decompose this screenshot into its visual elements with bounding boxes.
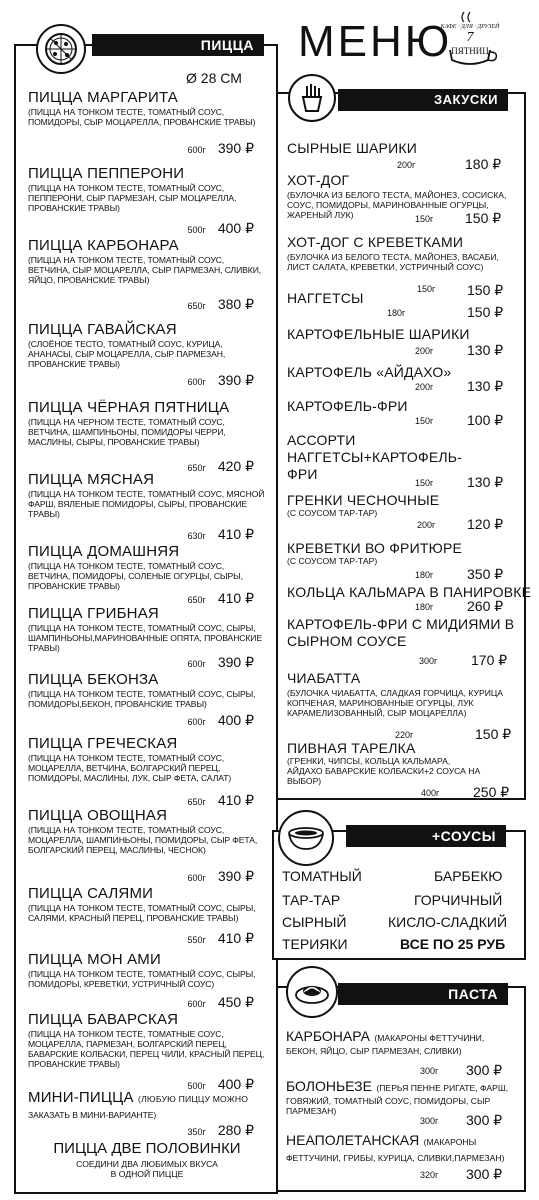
snack-desc: (БУЛОЧКА ИЗ БЕЛОГО ТЕСТА, МАЙОНЕЗ, СОСИСКА, СОУС, ПОМИДОРЫ, МАРИНОВАННЫЕ ОГУРЦЫ, ЖАРЕНЫЙ ЛУК) <box>287 190 507 220</box>
pizza-name: ПИЦЦА МАРГАРИТА <box>28 89 179 106</box>
snack-name: ЧИАБАТТА <box>287 670 361 686</box>
pizza-item-hawaiian <box>28 322 266 392</box>
snack-weight: 180г <box>415 602 434 612</box>
snack-item-beer-plate <box>287 740 515 798</box>
pizza-weight: 550г <box>187 935 206 945</box>
pasta-item-neapolitan <box>286 1132 520 1188</box>
pizza-price-row <box>188 372 254 389</box>
pizza-price-row <box>188 712 254 729</box>
pizza-desc: (ПИЦЦА НА ТОНКОМ ТЕСТЕ, ТОМАТНЫЙ СОУС, ВЕТЧИНА, ПОМИДОРЫ, СОЛЕНЫЕ ОГУРЦЫ, СЫРЫ, ПРОВАНСКИЕ ТРАВЫ) <box>28 561 243 591</box>
logo-line-1: КАФЕ · ДЛЯ · ДРУЗЕЙ <box>440 24 500 30</box>
sauce-cheese: СЫРНЫЙ <box>282 914 347 930</box>
snack-item-fries <box>287 398 515 432</box>
pasta-weight: 320г <box>420 1170 439 1180</box>
pizza-weight: 650г <box>187 301 206 311</box>
pizza-weight: 500г <box>187 1081 206 1091</box>
pizza-weight: 600г <box>187 999 206 1009</box>
pizza-item-salami <box>28 886 266 946</box>
pizza-name-note: (ЛЮБУЮ ПИЦЦУ МОЖНО <box>138 1094 249 1104</box>
pasta-item-bolognese <box>286 1078 516 1130</box>
snack-price: 130 ₽ <box>467 342 504 358</box>
pasta-desc-inline: (ПЕРЬЯ ПЕННЕ РИГАТЕ, ФАРШ, <box>376 1083 509 1093</box>
sauce-sweet-sour: КИСЛО-СЛАДКИЙ <box>388 914 507 930</box>
pizza-name: ПИЦЦА БЕКОНЗА <box>28 671 159 688</box>
pasta-item-carbonara <box>286 1028 516 1080</box>
snack-name: ГРЕНКИ ЧЕСНОЧНЫЕ <box>287 492 440 508</box>
snack-name: СЫРНЫЕ ШАРИКИ <box>287 140 417 156</box>
pizza-desc: (ПИЦЦА НА ТОНКОМ ТЕСТЕ, ТОМАТНЫЕ СОУС, МОЦАРЕЛЛА, ПАРМЕЗАН, БОЛГАРСКИЙ ПЕРЕЦ, БАВАРСКИЕ КОЛБАСКИ, ПЕРЕЦ ЧИЛИ, КРАСНЫЙ ПЕРЕЦ, ПРОВАНСКИЕ ТРАВЫ) <box>28 1029 265 1069</box>
snack-item-shrimp-hot-dog <box>287 234 515 284</box>
pizza-price: 450 ₽ <box>217 994 254 1010</box>
snack-item-potato-balls <box>287 326 515 362</box>
pizza-price-row <box>188 994 254 1011</box>
pizza-section-label: ПИЦЦА <box>92 34 264 56</box>
pasta-price: 300 ₽ <box>466 1062 503 1078</box>
pizza-price: 400 ₽ <box>217 712 254 728</box>
pasta-weight: 300г <box>420 1116 439 1126</box>
pizza-price-row <box>188 220 254 237</box>
snack-price: 120 ₽ <box>467 516 504 532</box>
pasta-name: БОЛОНЬЕЗЕ <box>286 1078 372 1094</box>
pizza-halves-note-2: В ОДНОЙ ПИЦЦЕ <box>110 1169 184 1179</box>
snack-item-ciabatta <box>287 670 515 742</box>
pizza-price: 420 ₽ <box>217 458 254 474</box>
snack-name: КАРТОФЕЛЬ-ФРИ <box>287 398 408 414</box>
pizza-icon <box>36 24 86 74</box>
pizza-item-margarita <box>28 90 266 160</box>
snack-price: 260 ₽ <box>467 598 504 614</box>
pizza-weight: 600г <box>187 873 206 883</box>
snack-weight: 150г <box>415 214 434 224</box>
pizza-name: ПИЦЦА САЛЯМИ <box>28 885 154 902</box>
pizza-item-mini <box>28 1090 266 1138</box>
pizza-desc: (ПИЦЦА НА ТОНКОМ ТЕСТЕ, ТОМАТНЫЙ СОУС, СЫРЫ, ПОМИДОРЫ,БЕКОН, ПРОВАНСКИЕ ТРАВЫ) <box>28 689 256 709</box>
pizza-price: 390 ₽ <box>217 372 254 388</box>
pizza-name: ПИЦЦА ДОМАШНЯЯ <box>28 543 180 560</box>
snack-desc: (С СОУСОМ ТАР-ТАР) <box>287 556 378 566</box>
snack-item-cheese-balls <box>287 140 515 172</box>
pizza-price: 380 ₽ <box>217 296 254 312</box>
pizza-name <box>28 1090 266 1107</box>
snack-name: ХОТ-ДОГ С КРЕВЕТКАМИ <box>287 234 464 250</box>
pizza-desc: (ПИЦЦА НА ТОНКОМ ТЕСТЕ, ТОМАТНЫЙ СОУС, МОЦАРЕЛЛА, ВЕТЧИНА, БОЛГАРСКИЙ ПЕРЕЦ, ПОМИДОРЫ, МАСЛИНЫ, ЛУК, СЫР ФЕТА, САЛАТ) <box>28 753 232 783</box>
snack-weight: 300г <box>419 656 438 666</box>
pizza-desc: (ПИЦЦА НА ТОНКОМ ТЕСТЕ, ТОМАТНЫЙ СОУС, СЫРЫ, ШАМПИНЬОНЫ,МАРИНОВАННЫЕ ОПЯТА, ПРОВАНСКИЕ ТРАВЫ) <box>28 623 263 653</box>
sauce-tartar: ТАР-ТАР <box>282 892 341 908</box>
pasta-price: 300 ₽ <box>466 1112 503 1128</box>
shrimp-hotdog-weight: 150г <box>417 284 436 294</box>
snack-item-squid-rings <box>287 584 532 616</box>
pasta-price: 300 ₽ <box>466 1166 503 1182</box>
snack-price: 150 ₽ <box>467 304 504 320</box>
pizza-price: 400 ₽ <box>217 220 254 236</box>
snack-weight: 200г <box>415 346 434 356</box>
pizza-halves <box>28 1140 266 1179</box>
pizza-item-pepperoni <box>28 166 266 238</box>
pizza-item-mon-ami <box>28 952 266 1012</box>
pizza-desc: (ПИЦЦА НА ТОНКОМ ТЕСТЕ, ТОМАТНЫЙ СОУС, МЯСНОЙ ФАРШ, ВЯЛЕНЫЕ ПОМИДОРЫ, СЫРЫ, ПРОВАНСКИЕ ТРАВЫ) <box>28 489 265 519</box>
snack-desc: (БУЛОЧКА ИЗ БЕЛОГО ТЕСТА, МАЙОНЕЗ, ВАСАБИ, ЛИСТ САЛАТА, КРЕВЕТКИ, УСТРИЧНЫЙ СОУС) <box>287 252 499 272</box>
snack-price: 130 ₽ <box>467 474 504 490</box>
pizza-item-carbonara <box>28 238 266 314</box>
pasta-plate-icon <box>286 966 338 1018</box>
pizza-desc: (ПИЦЦА НА ТОНКОМ ТЕСТЕ, ТОМАТНЫЙ СОУС, ВЕТЧИНА, СЫР МОЦАРЕЛЛА, СЫР ПАРМЕЗАН, СЛИВКИ, ЯЙЦО, ПРОВАНСКИЕ ТРАВЫ) <box>28 255 262 285</box>
pasta-desc-inline: (МАКАРОНЫ ФЕТТУЧИНИ, <box>374 1033 485 1043</box>
pizza-desc: (ПИЦЦА НА ТОНКОМ ТЕСТЕ, ТОМАТНЫЙ СОУС, МОЦАРЕЛЛА, ШАМПИНЬОНЫ, ПОМИДОРЫ, СЫР ФЕТА, БОЛГАРСКИЙ ПЕРЕЦ, МАСЛИНЫ, ЧЕСНОК) <box>28 825 258 855</box>
pizza-item-greek <box>28 736 266 808</box>
pizza-weight: 630г <box>187 531 206 541</box>
sauce-tomato: ТОМАТНЫЙ <box>282 868 362 884</box>
snack-price: 170 ₽ <box>471 652 508 668</box>
snack-name: ХОТ-ДОГ <box>287 172 350 188</box>
snack-item-idaho <box>287 364 515 398</box>
pizza-price-row <box>188 654 254 671</box>
snack-desc: (БУЛОЧКА ЧИАБАТТА, СЛАДКАЯ ГОРЧИЦА, КУРИЦА КОПЧЕНАЯ, МАРИНОВАННЫЕ ОГУРЦЫ, ЛУК КАРАМЕЛИЗОВАННЫЙ, СЫР МОЦАРЕЛЛА) <box>287 688 503 718</box>
pizza-item-vegetable <box>28 808 266 884</box>
pizza-weight: 600г <box>187 145 206 155</box>
pizza-price-row <box>188 930 254 947</box>
snack-price: 150 ₽ <box>475 726 512 742</box>
snack-name: КАРТОФЕЛЬ-ФРИ С МИДИЯМИ В СЫРНОМ СОУСЕ <box>287 616 515 649</box>
fries-icon <box>288 74 336 122</box>
pizza-weight: 650г <box>187 463 206 473</box>
pizza-price: 410 ₽ <box>217 590 254 606</box>
sauce-bbq: БАРБЕКЮ <box>434 868 503 884</box>
snacks-section-label: ЗАКУСКИ <box>338 89 508 111</box>
sauce-mustard: ГОРЧИЧНЫЙ <box>414 892 503 908</box>
snack-item-assorti <box>287 432 515 490</box>
snack-weight: 220г <box>395 730 414 740</box>
pizza-halves-note-1: СОЕДИНИ ДВА ЛЮБИМЫХ ВКУСА <box>76 1159 218 1169</box>
pizza-price: 410 ₽ <box>217 526 254 542</box>
pasta-desc: БЕКОН, ЯЙЦО, СЫР ПАРМЕЗАН, СЛИВКИ) <box>286 1046 462 1056</box>
logo-line-2: ПЯТНИЦ <box>451 46 489 56</box>
snack-weight: 180г <box>415 570 434 580</box>
logo-number: 7 <box>466 30 474 45</box>
pizza-price: 400 ₽ <box>217 1076 254 1092</box>
pizza-desc: (ПИЦЦА НА ТОНКОМ ТЕСТЕ, ТОМАТНЫЙ СОУС, СЫРЫ, ПОМИДОРЫ, КРЕВЕТКИ, УСТРИЧНЫЙ СОУС) <box>28 969 256 989</box>
pizza-name-text: МИНИ-ПИЦЦА <box>28 1089 134 1106</box>
snack-desc: (ГРЕНКИ, ЧИПСЫ, КОЛЬЦА КАЛЬМАРА, АЙДАХО БАВАРСКИЕ КОЛБАСКИ+2 СОУСА НА ВЫБОР) <box>287 756 481 786</box>
pasta-name: КАРБОНАРА <box>286 1028 370 1044</box>
pizza-price-row <box>188 296 254 313</box>
pizza-item-baconza <box>28 672 266 732</box>
menu-title: МЕНЮ <box>298 17 453 66</box>
pizza-price-row <box>188 140 254 157</box>
pizza-price-row <box>188 792 254 809</box>
pizza-weight: 500г <box>187 225 206 235</box>
pizza-weight: 600г <box>187 659 206 669</box>
snack-weight: 150г <box>415 416 434 426</box>
snack-item-fries-mussels <box>287 616 515 668</box>
pizza-halves-title: ПИЦЦА ДВЕ ПОЛОВИНКИ <box>53 1140 241 1157</box>
pasta-desc-inline: (МАКАРОНЫ <box>423 1137 477 1147</box>
snack-name: НАГГЕТСЫ <box>287 290 364 306</box>
snack-weight: 200г <box>417 520 436 530</box>
snack-desc: (С СОУСОМ ТАР-ТАР) <box>287 508 378 518</box>
pizza-weight: 650г <box>187 797 206 807</box>
pizza-item-black-friday <box>28 400 266 476</box>
sauces-section-label: +СОУСЫ <box>346 825 506 847</box>
pizza-name: ПИЦЦА ГРЕЧЕСКАЯ <box>28 735 178 752</box>
pizza-weight: 600г <box>187 717 206 727</box>
pizza-price-row <box>188 590 254 607</box>
snack-price: 150 ₽ <box>465 210 502 226</box>
pasta-section-label: ПАСТА <box>338 983 508 1005</box>
snack-price: 350 ₽ <box>467 566 504 582</box>
pasta-desc: ФЕТТУЧИНИ, ГРИБЫ, КУРИЦА, СЛИВКИ,ПАРМЕЗАН) <box>286 1153 505 1163</box>
pasta-name: НЕАПОЛЕТАНСКАЯ <box>286 1132 420 1148</box>
pizza-price-row <box>188 526 254 543</box>
pizza-price: 280 ₽ <box>217 1122 254 1138</box>
pizza-desc: (ПИЦЦА НА ТОНКОМ ТЕСТЕ, ТОМАТНЫЙ СОУС, СЫРЫ, САЛЯМИ, КРАСНЫЙ ПЕРЕЦ, ПРОВАНСКИЕ ТРАВЫ) <box>28 903 256 923</box>
pizza-price: 410 ₽ <box>217 792 254 808</box>
snack-weight: 150г <box>415 478 434 488</box>
snack-name: ПИВНАЯ ТАРЕЛКА <box>287 740 416 756</box>
pizza-desc: (ПИЦЦА НА ТОНКОМ ТЕСТЕ, ТОМАТНЫЙ СОУС, ПОМИДОРЫ, СЫР МОЦАРЕЛЛА, ПРОВАНСКИЕ ТРАВЫ) <box>28 107 256 127</box>
pizza-weight: 650г <box>187 595 206 605</box>
pizza-name: ПИЦЦА ГАВАЙСКАЯ <box>28 321 177 338</box>
sauce-price-note: ВСЕ ПО 25 РУБ <box>400 936 506 952</box>
pizza-item-meat <box>28 472 266 544</box>
snack-item-nuggets <box>287 282 515 322</box>
snack-price: 130 ₽ <box>467 378 504 394</box>
sauce-teriyaki: ТЕРИЯКИ <box>282 936 348 952</box>
shrimp-hotdog-price: 150 ₽ <box>467 282 504 298</box>
pasta-weight: 300г <box>420 1066 439 1076</box>
pizza-name: ПИЦЦА ЧЁРНАЯ ПЯТНИЦА <box>28 399 230 416</box>
snack-price: 250 ₽ <box>473 784 510 800</box>
pizza-weight: 350г <box>187 1127 206 1137</box>
pizza-size-label: Ø 28 СМ <box>186 70 242 86</box>
cafe-logo <box>438 10 502 70</box>
pizza-price: 390 ₽ <box>217 868 254 884</box>
snack-price: 180 ₽ <box>465 156 502 172</box>
pizza-name: ПИЦЦА КАРБОНАРА <box>28 237 179 254</box>
pizza-name: ПИЦЦА МОН АМИ <box>28 951 161 968</box>
sauce-bowl-icon <box>278 810 334 866</box>
snack-item-hot-dog <box>287 172 515 226</box>
pizza-name: ПИЦЦА ОВОЩНАЯ <box>28 807 168 824</box>
pizza-price: 390 ₽ <box>217 654 254 670</box>
snack-weight: 180г <box>387 308 406 318</box>
pizza-item-bavarian <box>28 1012 266 1092</box>
snack-name: КАРТОФЕЛЬНЫЕ ШАРИКИ <box>287 326 470 342</box>
pizza-name: ПИЦЦА ГРИБНАЯ <box>28 605 159 622</box>
pizza-item-mushroom <box>28 606 266 670</box>
pizza-price-row <box>188 1122 254 1139</box>
pizza-size <box>186 70 242 86</box>
snack-item-croutons <box>287 492 515 536</box>
pizza-desc: (ПИЦЦА НА ТОНКОМ ТЕСТЕ, ТОМАТНЫЙ СОУС, ПЕППЕРОНИ, СЫР ПАРМЕЗАН, СЫР МОЦАРЕЛЛА, ПРОВАНСКИЕ ТРАВЫ) <box>28 183 237 213</box>
pizza-name: ПИЦЦА БАВАРСКАЯ <box>28 1011 179 1028</box>
pasta-desc: ГОВЯЖИЙ, ТОМАТНЫЙ СОУС, ПОМИДОРЫ, СЫР ПАРМЕЗАН) <box>286 1096 491 1116</box>
snack-item-shrimp <box>287 540 515 584</box>
snack-name: КАРТОФЕЛЬ «АЙДАХО» <box>287 364 452 380</box>
snack-name: КОЛЬЦА КАЛЬМАРА В ПАНИРОВКЕ <box>287 584 532 600</box>
pizza-desc: (СЛОЁНОЕ ТЕСТО, ТОМАТНЫЙ СОУС, КУРИЦА, АНАНАСЫ, СЫР МОЦАРЕЛЛА, СЫР ПАРМЕЗАН, ПРОВАНСКИЕ ТРАВЫ) <box>28 339 226 369</box>
pizza-price: 410 ₽ <box>217 930 254 946</box>
snack-weight: 200г <box>397 160 416 170</box>
snack-name: КРЕВЕТКИ ВО ФРИТЮРЕ <box>287 540 463 556</box>
pizza-name: ПИЦЦА МЯСНАЯ <box>28 471 155 488</box>
pizza-weight: 600г <box>187 377 206 387</box>
snack-price: 100 ₽ <box>467 412 504 428</box>
snack-weight: 200г <box>415 382 434 392</box>
pizza-item-homemade <box>28 544 266 608</box>
pizza-price-row <box>188 868 254 885</box>
pizza-price: 390 ₽ <box>217 140 254 156</box>
snack-weight: 400г <box>421 788 440 798</box>
snack-name: АССОРТИ НАГГЕТСЫ+КАРТОФЕЛЬ-ФРИ <box>287 432 463 482</box>
pizza-desc: ЗАКАЗАТЬ В МИНИ-ВАРИАНТЕ) <box>28 1110 157 1120</box>
pizza-name: ПИЦЦА ПЕППЕРОНИ <box>28 165 185 182</box>
pizza-desc: (ПИЦЦА НА ЧЕРНОМ ТЕСТЕ, ТОМАТНЫЙ СОУС, ВЕТЧИНА, ШАМПИНЬОНЫ, ПОМИДОРЫ ЧЕРРИ, МАСЛИНЫ, СЫРЫ, ПРОВАНСКИЕ ТРАВЫ) <box>28 417 226 447</box>
